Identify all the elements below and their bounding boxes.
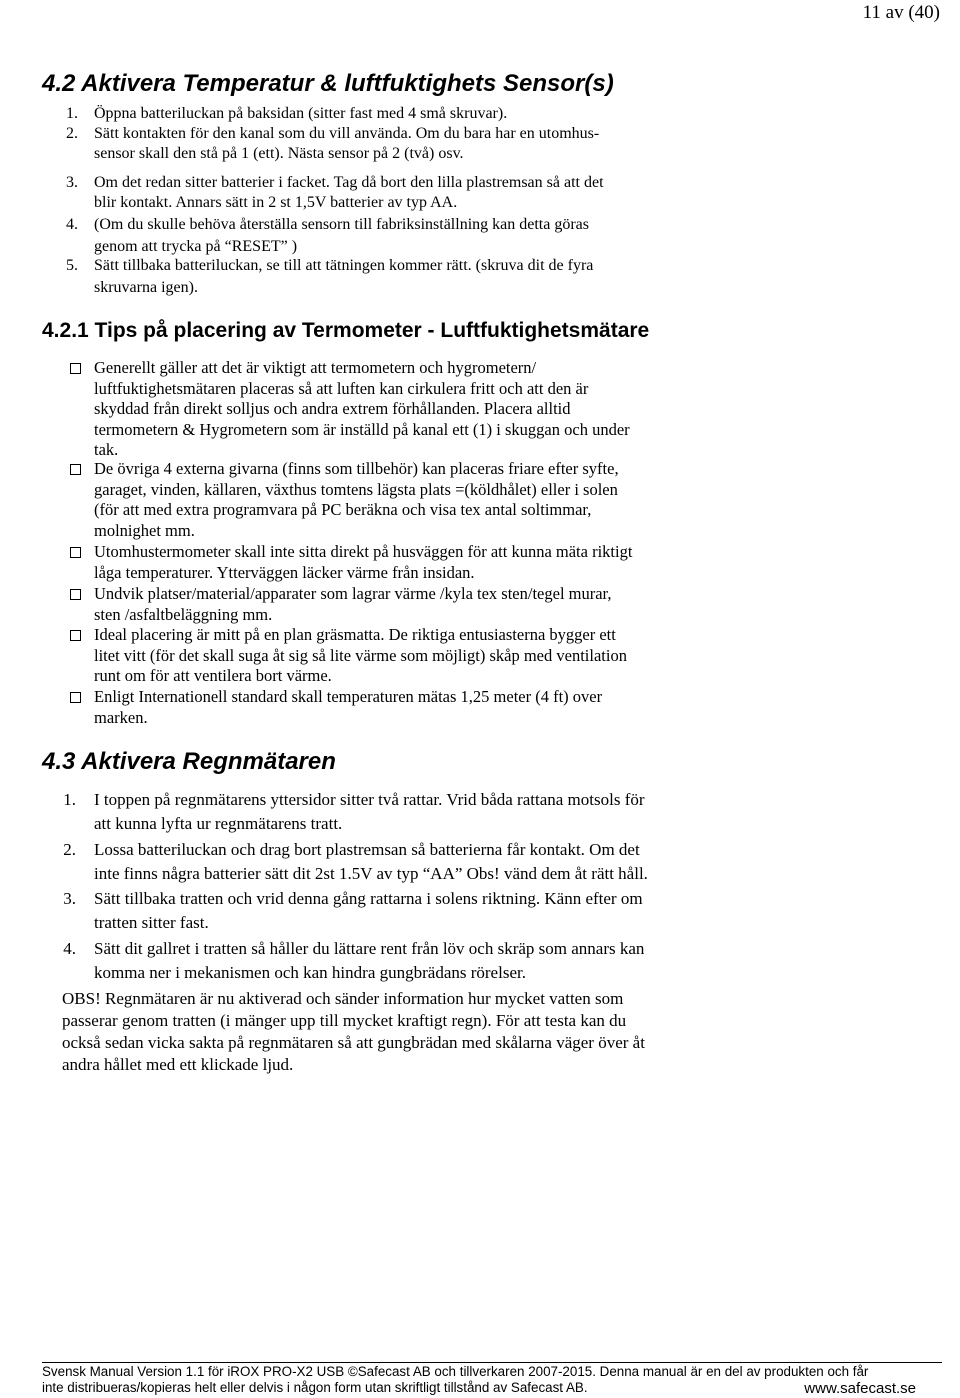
footer-url[interactable]: www.safecast.se bbox=[804, 1380, 916, 1397]
list-item: 2. Lossa batteriluckan och drag bort plastremsan så batterierna får kontakt. Om det inte finns några batterier sätt dit 2st 1.5V av typ “AA” Obs! vänd dem åt rätt håll. bbox=[63, 840, 648, 883]
list-item: 5. Sätt tillbaka batteriluckan, se till att tätningen kommer rätt. (skruva dit de fyra skruvarna igen). bbox=[66, 257, 594, 296]
section-heading-4-3: 4.3 Aktivera Regnmätaren bbox=[42, 748, 336, 775]
footer-divider bbox=[42, 1362, 942, 1363]
checkbox-bullet-icon bbox=[70, 589, 81, 600]
list-item: 3. Sätt tillbaka tratten och vrid denna gång rattarna i solens riktning. Känn efter om tratten sitter fast. bbox=[63, 889, 643, 932]
section-heading-4-2-1: 4.2.1 Tips på placering av Termometer - Luftfuktighetsmätare bbox=[42, 319, 650, 342]
list-item: 4. (Om du skulle behöva återställa sensorn till fabriksinställning kan detta göras genom att trycka på “RESET” ) bbox=[66, 216, 589, 255]
checkbox-bullet-icon bbox=[70, 630, 81, 641]
page-number: 11 av (40) bbox=[862, 2, 940, 23]
list-item: 4. Sätt dit gallret i tratten så håller du lättare rent från löv och skräp som annars kan komma ner i mekanismen och kan hindra gungbrädans rörelser. bbox=[63, 939, 645, 982]
checkbox-bullet-icon bbox=[70, 692, 81, 703]
section-heading-4-2: 4.2 Aktivera Temperatur & luftfuktighets Sensor(s) bbox=[42, 70, 614, 97]
list-item: 3. Om det redan sitter batterier i facket. Tag då bort den lilla plastremsan så att det blir kontakt. Annars sätt in 2 st 1,5V batterier av typ AA. bbox=[66, 174, 604, 211]
list-item: 2. Sätt kontakten för den kanal som du vill använda. Om du bara har en utomhus- sensor skall den stå på 1 (ett). Nästa sensor på 2 (två) osv. bbox=[66, 125, 600, 162]
list-item: 1. Öppna batteriluckan på baksidan (sitter fast med 4 små skruvar). bbox=[66, 105, 508, 122]
list-item: 1. I toppen på regnmätarens yttersidor sitter två rattar. Vrid båda rattana motsols för att kunna lyfta ur regnmätarens tratt. bbox=[63, 790, 645, 833]
checkbox-bullet-icon bbox=[70, 363, 81, 374]
checkbox-bullet-icon bbox=[70, 464, 81, 475]
obs-paragraph: OBS! Regnmätaren är nu aktiverad och sänder information hur mycket vatten som passerar genom tratten (i mänger upp till mycket kraftigt regn). För att testa kan du också sedan vicka sakta på regnmätaren så att gungbrädan med skålarna väger över åt andra hållet med ett klickade ljud. bbox=[62, 989, 645, 1074]
footer-line-1: Svensk Manual Version 1.1 för iROX PRO-X2 USB ©Safecast AB och tillverkaren 2007-2015. Denna manual är en del av produkten och får bbox=[42, 1364, 869, 1379]
footer-line-2: inte distribueras/kopieras helt eller delvis i någon form utan skriftligt tillstånd av Safecast AB. bbox=[42, 1380, 588, 1395]
checkbox-bullet-icon bbox=[70, 547, 81, 558]
